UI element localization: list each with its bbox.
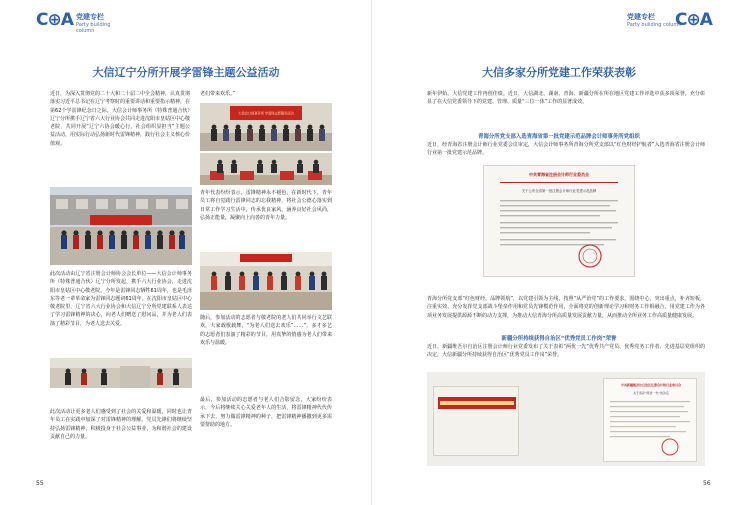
xinjiang-paragraph: 近日，新疆维吾尔自治区注册会计师行业党委发布了关于表彰“两优一先”优秀共产党员、优秀党务工作者、先进基层党组织的决定，大信新疆分所持续获得自治区“优秀党员工作岗”荣誉。 [427,344,705,359]
volunteers-hall [200,252,332,310]
right-page [373,0,745,505]
banner-text: 大信会计师事务所 学雷锋志愿服务活动 [238,111,294,116]
plaque-frame [433,386,519,456]
subheading-qinghai: 青海分所党支部入选青海省第一批党建示范品牌会计师事务所党组织 [478,134,640,140]
paragraph-youth: 青年代表纷纷表示，雷锋精神永不褪色，在新时代下，青年员工将自觉践行雷锋同志的忘我精神，将社会公德心落实到日常工作学习生活中，传承优良家风，涵养良好社会风尚，弘扬正能量，凝聚向上向善的青年力量。 [200,190,332,221]
qinghai-paragraph: 近日，经青海省注册会计师行业党委会议审定，大信会计师事务所青海分所党支部以“红色财经护航者”入选青海省注册会计师行业第一批党建示范品牌。 [427,142,705,157]
paragraph-closing: 最后，参加活动的志愿者与老人们合影留念，大家纷纷表示，今后将继续关心关爱老年人的生活，将雷锋精神代代传承下去，努力做雷锋精神的种子，把雷锋精神播撒到更多需要帮助的地方。 [200,397,332,428]
qinghai-detail-paragraph: 青海分所党支部“红色财经，品牌领航”，以党建引领为主线，按照“从严治党”的工作要求，围绕中心，突出重点，补齐短板，注重实效，充分发挥党支部战斗堡垒作用和党员先锋模范作用，全面将党的创新理论学习和财务工作相融合，用党建工作为各项业务发展提供源源不断的动力支撑，为推动大信青海分所高质量发展贡献力量，从而推动全所业务工作高质量健康发展。 [427,296,705,319]
paragraph-2: 此次活动由辽宁省注册会计师协会会长单位——大信会计师事务所（特殊普通合伙）辽宁分所发起，携手六大行业协会，走进沈阳市皇姑区中心敬老院。今年是雷锋同志牺牲61周年，也是毛泽东等老一辈革命家为雷锋同志题词61周年。在沈阳市皇姑区中心敬老院里，辽宁省六大行业协会和大信辽宁分所党建联系人表达了学习雷锋精神的决心，向老人们赠送了慰问品，并为老人们表演了精彩节目，为老人送去关爱。 [50,271,192,327]
decision-title: 关于表彰“两优一先”的决定 [632,391,670,395]
logo-mark: C⊕A [36,10,73,30]
article-title-left: 大信辽宁分所开展学雷锋主题公益活动 [92,66,280,79]
article-title-right: 大信多家分所党建工作荣获表彰 [482,66,636,79]
certificate-header: 中共青海省注册会计师行业委员会 [529,172,589,177]
certificate-scan [483,165,635,277]
logo-en-right: Party building column [627,22,682,28]
subheading-xinjiang: 新疆分所持续获得自治区“优秀党员工作岗”荣誉 [501,336,617,342]
certificate-title: 关于公布全省第一批注册会计师行业党建示范品牌 [521,189,597,193]
header-logo-right [627,10,715,32]
paragraph-top-right: 老们带来欢乐。” [200,91,236,97]
decision-document [603,378,697,462]
courtyard-group [50,187,192,265]
header-logo [36,10,124,32]
volunteers-gifts [200,153,332,185]
logo-mark-right: C⊕A [675,10,712,30]
logo-en: Party building column [76,22,111,34]
paragraph-performance: 随后，参加活动的志愿者与敬老院的老人们共同举行文艺联欢，大家载歌载舞，“为老人们送去欢乐”……”，多才多艺的志愿者们表演了精彩的节目，用真挚的情感为老人们带来欢乐与温暖。 [200,315,332,346]
award-document [427,372,705,466]
logo-cn: 党建专栏 [76,13,104,21]
paragraph-3: 此次活动让更多老人们感受到了社会的关爱和温暖，同时也让青年员工在实践中加深了对雷锋精神的理解。党员先锋们将继续坚持弘扬雷锋精神，积极投身于社会公益事业，为和谐社会的建设贡献自己的力量。 [50,409,192,440]
logo-cn-right: 党建专栏 [627,13,655,21]
decision-header: 中共新疆维吾尔自治区注册会计师行业委员会 [620,383,681,387]
elderly-visit [50,358,192,388]
page-number-left: 55 [36,480,44,487]
left-page [0,0,372,505]
intro-paragraph: 新年伊始，大信党建工作再创佳绩。近日，大信湖北、湖南、青海、新疆分所在所在地区党建工作评选中获多项荣誉，充分彰显了在大信党委领导下的党建、管理、质量“三位一体”工作的显著成效。 [427,91,705,106]
paragraph-1: 近日，为深入贯彻党的二十大和二十届二中全会精神，认真贯彻落实习近平总书记在辽宁考察时的重要讲话和重要指示精神，在第62个学雷锋纪念日之际，大信会计师事务所（特殊普通合伙）辽宁分所携手辽宁省六大行业协会共同走进沈阳市皇姑区中心敬老院，共同开展“辽宁六协会暖心行，社会组织显担当”主题公益活动，用实际行动弘扬新时代雷锋精神，践行社会主义核心价值观。 [50,91,190,147]
page-number-right: 56 [703,480,711,487]
group-photo-banner [200,103,332,151]
certificate-rule [500,182,618,183]
plaque-gold-line [440,401,514,405]
